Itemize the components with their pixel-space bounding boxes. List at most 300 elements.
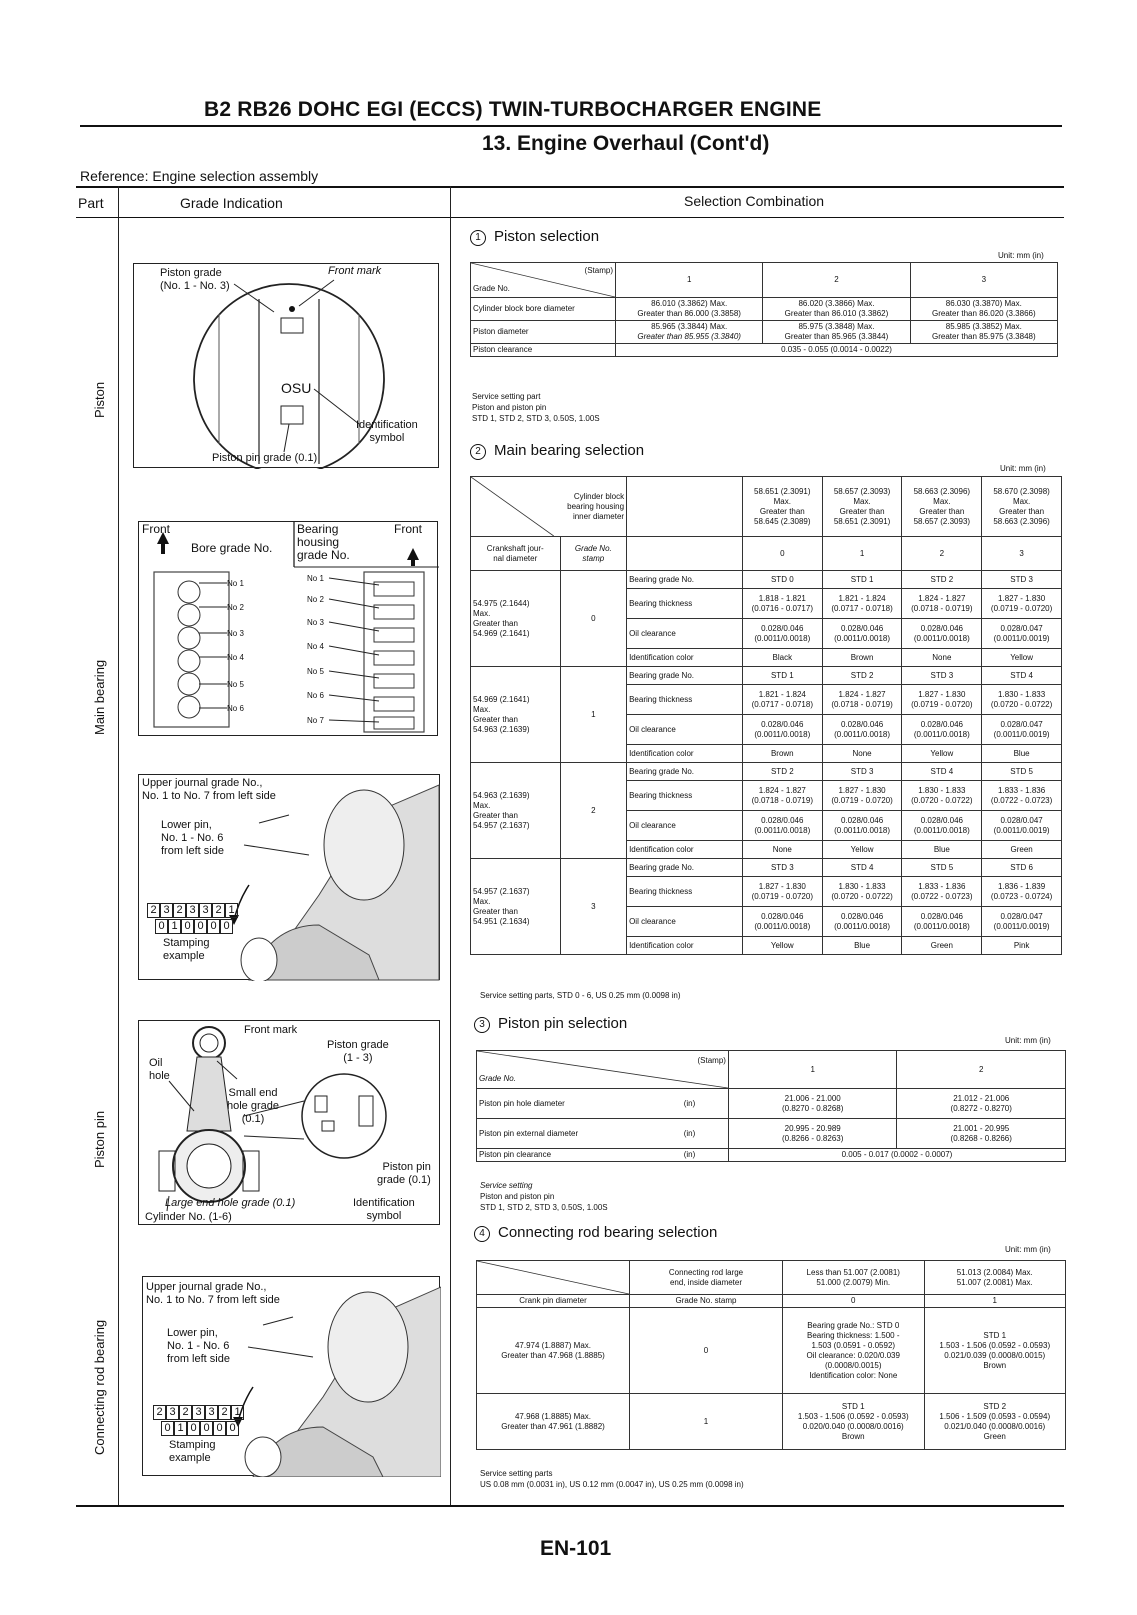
lower-pin-label-2: Lower pin, No. 1 - No. 6 from left side (167, 1327, 230, 1365)
section-3-title-text: Piston pin selection (498, 1015, 628, 1032)
crank-journal-range: 54.969 (2.1641) Max. Greater than 54.963 (2.1639) (471, 667, 561, 763)
piston-grade-label: Piston grade (No. 1 - No. 3) (160, 267, 230, 292)
stamp-digit: 1 (225, 903, 238, 918)
note-line: Service setting (480, 1181, 533, 1190)
stamp-digit: 0 (194, 919, 207, 934)
grade-col-2: 2 (763, 263, 910, 298)
stamp-digit: 3 (205, 1405, 218, 1420)
main-bearing-figure (138, 521, 438, 736)
pin-ext-value-1: 20.995 - 20.989 (0.8266 - 0.8263) (728, 1119, 897, 1149)
corner-diagonal (471, 263, 615, 297)
bearing-row-label: Identification color (627, 937, 743, 955)
bearing-cell-ic: Pink (982, 937, 1062, 955)
row-label-piston-pin: Piston pin (92, 1110, 107, 1168)
stamp-digit: 0 (200, 1421, 213, 1436)
bearing-cell-oc: 0.028/0.046 (0.0011/0.0018) (902, 907, 982, 937)
pin-hole-value-1: 21.006 - 21.000 (0.8270 - 0.8268) (728, 1089, 897, 1119)
crank-journal-range: 54.963 (2.1639) Max. Greater than 54.957 (2.1637) (471, 763, 561, 859)
right-no-1: No 1 (307, 574, 324, 583)
section-3-title (474, 1015, 627, 1033)
section-2-title-text: Main bearing selection (494, 442, 645, 459)
housing-max-word: Max. (853, 496, 871, 506)
note-line: Service setting part (472, 392, 541, 401)
bore-grade-label: Bore grade No. (191, 541, 273, 555)
bearing-row-label: Bearing grade No. (627, 763, 743, 781)
bearing-cell-oc: 0.028/0.047 (0.0011/0.0019) (982, 907, 1062, 937)
pd-min: Greater than 85.975 (3.3848) (932, 332, 1036, 341)
stamp-digit: 1 (174, 1421, 187, 1436)
crank-journal-range: 54.975 (2.1644) Max. Greater than 54.969 (2.1641) (471, 571, 561, 667)
bearing-cell-bg: STD 2 (822, 667, 902, 685)
housing-grade-0: 0 (742, 537, 822, 571)
grade-no-label: Grade No. (479, 1073, 516, 1083)
page-subtitle: 13. Engine Overhaul (Cont'd) (482, 132, 770, 155)
bearing-cell-th: 1.821 - 1.824 (0.0717 - 0.0718) (742, 685, 822, 715)
col-header-grade: Grade Indication (180, 195, 283, 211)
bearing-row-label: Bearing thickness (627, 877, 743, 907)
bearing-cell-ic: Black (742, 649, 822, 667)
bearing-cell-bg: STD 4 (822, 859, 902, 877)
stamp-label: (Stamp) (697, 1055, 726, 1065)
housing-min: 58.663 (2.3096) (993, 516, 1050, 526)
housing-max-word: Max. (933, 496, 951, 506)
main-table-corner (471, 477, 627, 537)
conrod-grade-1: 1 (924, 1295, 1066, 1308)
piston-pin-figure (138, 1020, 440, 1225)
pin-hole-unit: (in) (651, 1089, 728, 1119)
stamp-digit: 0 (213, 1421, 226, 1436)
housing-min: 58.657 (2.3093) (913, 516, 971, 526)
bearing-cell-oc: 0.028/0.046 (0.0011/0.0018) (822, 811, 902, 841)
conrod-grade-0-range: Less than 51.007 (2.0081) 51.000 (2.0079) Min. (783, 1261, 925, 1295)
bearing-row-label: Oil clearance (627, 619, 743, 649)
piston-pin-grade-label: Piston pin grade (0.1) (212, 452, 318, 464)
part-column-divider (118, 186, 119, 1506)
housing-max-word: Max. (1012, 496, 1031, 506)
stamp-digit: 3 (160, 903, 173, 918)
bearing-row-label: Identification color (627, 841, 743, 859)
housing-3 (982, 477, 1062, 537)
right-no-3: No 3 (307, 618, 324, 627)
bearing-cell-th: 1.827 - 1.830 (0.0719 - 0.0720) (982, 589, 1062, 619)
section-2-title (470, 442, 644, 460)
bearing-cell-bg: STD 2 (742, 763, 822, 781)
crank-journal-grade: 3 (560, 859, 627, 955)
section-4-notes (480, 1468, 744, 1490)
bearing-cell-th: 1.824 - 1.827 (0.0718 - 0.0719) (902, 589, 982, 619)
conrod-inside-diameter-label: Connecting rod large end, inside diameter (630, 1261, 783, 1295)
bearing-cell-ic: Blue (902, 841, 982, 859)
bearing-row-label: Identification color (627, 649, 743, 667)
bearing-cell-bg: STD 6 (982, 859, 1062, 877)
grade-col-3: 3 (910, 263, 1057, 298)
bearing-cell-bg: STD 4 (902, 763, 982, 781)
note-line: Service setting parts (480, 1469, 553, 1478)
bore-min: Greater than 86.010 (3.3862) (784, 309, 889, 318)
piston-selection-table (470, 262, 1058, 357)
bearing-row-label: Bearing grade No. (627, 571, 743, 589)
stamp-top-digits-2 (153, 1405, 244, 1420)
col-header-selection: Selection Combination (684, 193, 825, 209)
bearing-cell-ic: Green (982, 841, 1062, 859)
piston-clearance-value: 0.035 - 0.055 (0.0014 - 0.0022) (616, 344, 1058, 357)
corner-diagonal (477, 1261, 629, 1294)
conrod-spec-0-0: Bearing grade No.: STD 0 Bearing thickness: 1.500 - 1.503 (0.0591 - 0.0592) Oil clearance: 0.020/0.039 (0.0008/0.0015) Identification color: None (783, 1308, 925, 1394)
bearing-cell-oc: 0.028/0.046 (0.0011/0.0018) (742, 715, 822, 745)
housing-min: 58.651 (2.3091) (833, 516, 891, 526)
section-2-number: 2 (470, 444, 486, 460)
section-4-unit: Unit: mm (in) (1005, 1245, 1051, 1254)
crank-pin-grade-0: 0 (630, 1308, 783, 1394)
housing-grade-1: 1 (822, 537, 902, 571)
left-no-4: No 4 (227, 653, 244, 662)
identification-symbol-label-2: Identification symbol (353, 1197, 415, 1222)
section-4-title (474, 1224, 717, 1242)
stamp-digit: 0 (207, 919, 220, 934)
piston-figure (133, 263, 439, 468)
bearing-cell-bg: STD 3 (902, 667, 982, 685)
table-header-rule (76, 217, 1064, 218)
page-title: B2 RB26 DOHC EGI (ECCS) TWIN-TURBOCHARGER ENGINE (204, 98, 822, 121)
crank-journal-range: 54.957 (2.1637) Max. Greater than 54.951 (2.1634) (471, 859, 561, 955)
pin-clearance-unit: (in) (651, 1149, 728, 1162)
crank-pin-grade-1: 1 (630, 1394, 783, 1450)
right-no-2: No 2 (307, 595, 324, 604)
stamp-digit: 3 (166, 1405, 179, 1420)
bore-min: Greater than 86.020 (3.3866) (932, 309, 1036, 318)
left-no-2: No 2 (227, 603, 244, 612)
conrod-grade-0: 0 (783, 1295, 925, 1308)
bearing-cell-ic: Blue (822, 937, 902, 955)
bearing-cell-bg: STD 0 (742, 571, 822, 589)
bore-cell (910, 298, 1057, 321)
piston-diameter-label: Piston diameter (471, 321, 616, 344)
section-2-note: Service setting parts, STD 0 - 6, US 0.25 mm (0.0098 in) (480, 991, 681, 1000)
bearing-cell-th: 1.827 - 1.830 (0.0719 - 0.0720) (822, 781, 902, 811)
note-line: US 0.08 mm (0.0031 in), US 0.12 mm (0.0047 in), US 0.25 mm (0.0098 in) (480, 1480, 744, 1489)
stamp-digit: 3 (199, 903, 212, 918)
section-3-notes (480, 1180, 608, 1213)
housing-gt-word: Greater than (759, 506, 805, 516)
stamp-digit: 0 (220, 919, 233, 934)
housing-gt-word: Greater than (919, 506, 965, 516)
title-rule (80, 125, 1062, 127)
bearing-cell-oc: 0.028/0.046 (0.0011/0.0018) (902, 811, 982, 841)
housing-grade-3: 3 (982, 537, 1062, 571)
conrod-spec-1-1: STD 2 1.506 - 1.509 (0.0593 - 0.0594) 0.021/0.040 (0.0008/0.0016) Green (924, 1394, 1066, 1450)
bearing-cell-bg: STD 5 (982, 763, 1062, 781)
bearing-cell-ic: Brown (822, 649, 902, 667)
note-line: STD 1, STD 2, STD 3, 0.50S, 1.00S (480, 1203, 608, 1212)
table-bottom-rule (76, 1505, 1064, 1507)
section-1-notes (472, 391, 600, 424)
note-line: Piston and piston pin (480, 1192, 555, 1201)
section-3-number: 3 (474, 1017, 490, 1033)
front-right-label: Front (394, 522, 423, 536)
stamping-example-label: Stamping example (163, 937, 210, 962)
section-3-unit: Unit: mm (in) (1005, 1036, 1051, 1045)
pd-min: Greater than 85.965 (3.3844) (784, 332, 889, 341)
stamp-digit: 3 (186, 903, 199, 918)
bearing-cell-ic: Blue (982, 745, 1062, 763)
housing-gt-word: Greater than (839, 506, 885, 516)
bearing-cell-bg: STD 1 (742, 667, 822, 685)
bearing-cell-oc: 0.028/0.046 (0.0011/0.0018) (902, 619, 982, 649)
stamp-label: (Stamp) (584, 266, 613, 275)
crank-pin-diameter-label: Crank pin diameter (477, 1295, 630, 1308)
pin-ext-unit: (in) (651, 1119, 728, 1149)
bearing-cell-ic: None (742, 841, 822, 859)
conrod-spec-0-1: STD 1 1.503 - 1.506 (0.0592 - 0.0593) 0.021/0.039 (0.0008/0.0015) Brown (924, 1308, 1066, 1394)
oil-hole-label: Oil hole (149, 1057, 170, 1082)
corner-diagonal (477, 1051, 728, 1088)
bearing-cell-oc: 0.028/0.047 (0.0011/0.0019) (982, 619, 1062, 649)
bearing-cell-th: 1.824 - 1.827 (0.0718 - 0.0719) (742, 781, 822, 811)
housing-max: 58.663 (2.3096) (913, 486, 971, 496)
cylinder-no-label: Cylinder No. (1-6) (145, 1211, 232, 1223)
left-no-3: No 3 (227, 629, 244, 638)
stamp-digit: 3 (192, 1405, 205, 1420)
conrod-grade-1-range: 51.013 (2.0084) Max. 51.007 (2.0081) Max. (924, 1261, 1066, 1295)
bearing-cell-bg: STD 3 (742, 859, 822, 877)
table-top-rule (76, 186, 1064, 188)
pin-grade-col-1: 1 (728, 1051, 897, 1089)
conrod-spec-1-0: STD 1 1.503 - 1.506 (0.0592 - 0.0593) 0.020/0.040 (0.0008/0.0016) Brown (783, 1394, 925, 1450)
conrod-table-corner (477, 1261, 630, 1295)
stamp-bottom-digits (155, 919, 233, 934)
bearing-cell-th: 1.833 - 1.836 (0.0722 - 0.0723) (982, 781, 1062, 811)
section-1-title (470, 228, 599, 246)
bearing-cell-bg: STD 1 (822, 571, 902, 589)
bearing-cell-ic: None (902, 649, 982, 667)
row-label-conrod-bearing: Connecting rod bearing (92, 1319, 107, 1455)
bearing-cell-ic: Yellow (822, 841, 902, 859)
bearing-cell-th: 1.818 - 1.821 (0.0716 - 0.0717) (742, 589, 822, 619)
bearing-cell-th: 1.833 - 1.836 (0.0722 - 0.0723) (902, 877, 982, 907)
bearing-cell-th: 1.830 - 1.833 (0.0720 - 0.0722) (822, 877, 902, 907)
pin-ext-label: Piston pin external diameter (477, 1119, 652, 1149)
bearing-cell-th: 1.827 - 1.830 (0.0719 - 0.0720) (902, 685, 982, 715)
bearing-cell-bg: STD 5 (902, 859, 982, 877)
bore-cell (616, 298, 763, 321)
crank-journal-grade: 2 (560, 763, 627, 859)
pin-table-corner (477, 1051, 729, 1089)
section-1-number: 1 (470, 230, 486, 246)
stamp-digit: 0 (226, 1421, 239, 1436)
housing-2 (902, 477, 982, 537)
section-1-title-text: Piston selection (494, 228, 600, 245)
bore-min: Greater than 86.000 (3.3858) (637, 309, 741, 318)
grade-no-stamp-label: Grade No. stamp (630, 1295, 783, 1308)
corner-diagonal (471, 477, 626, 536)
main-bearing-table (470, 476, 1062, 955)
right-no-5: No 5 (307, 667, 324, 676)
identification-symbol-label: Identification symbol (356, 419, 418, 444)
bearing-cell-oc: 0.028/0.047 (0.0011/0.0019) (982, 715, 1062, 745)
page-number: EN-101 (540, 1537, 612, 1560)
crank-journal-grade: 0 (560, 571, 627, 667)
left-no-1: No 1 (227, 579, 244, 588)
stamp-digit: 0 (161, 1421, 174, 1436)
bearing-row-label: Bearing grade No. (627, 667, 743, 685)
note-line: Piston and piston pin (472, 403, 547, 412)
bearing-cell-th: 1.830 - 1.833 (0.0720 - 0.0722) (902, 781, 982, 811)
reference-note: Reference: Engine selection assembly (80, 168, 319, 184)
stamp-digit: 2 (153, 1405, 166, 1420)
section-4-number: 4 (474, 1226, 490, 1242)
crank-journal-grade: 1 (560, 667, 627, 763)
note-line: STD 1, STD 2, STD 3, 0.50S, 1.00S (472, 414, 600, 423)
housing-gt-word: Greater than (999, 506, 1045, 516)
pd-max: 85.975 (3.3848) Max. (798, 322, 875, 331)
bearing-cell-bg: STD 2 (902, 571, 982, 589)
bearing-cell-oc: 0.028/0.046 (0.0011/0.0018) (902, 715, 982, 745)
bearing-cell-bg: STD 3 (822, 763, 902, 781)
bearing-cell-ic: None (822, 745, 902, 763)
stamp-digit: 2 (173, 903, 186, 918)
conrod-bearing-table (476, 1260, 1066, 1450)
housing-max-word: Max. (773, 496, 791, 506)
bore-max: 86.020 (3.3866) Max. (798, 299, 875, 308)
stamp-top-digits (147, 903, 238, 918)
section-2-unit: Unit: mm (in) (1000, 464, 1046, 473)
stamp-digit: 2 (212, 903, 225, 918)
bearing-cell-oc: 0.028/0.046 (0.0011/0.0018) (742, 907, 822, 937)
stamp-digit: 2 (179, 1405, 192, 1420)
bearing-row-label: Bearing thickness (627, 589, 743, 619)
upper-journal-label: Upper journal grade No., No. 1 to No. 7 from left side (142, 777, 276, 802)
stamp-digit: 2 (218, 1405, 231, 1420)
stamp-digit: 0 (155, 919, 168, 934)
bearing-row-label: Identification color (627, 745, 743, 763)
right-no-4: No 4 (307, 642, 324, 651)
bearing-cell-ic: Green (902, 937, 982, 955)
bearing-cell-oc: 0.028/0.046 (0.0011/0.0018) (822, 907, 902, 937)
pin-hole-value-2: 21.012 - 21.006 (0.8272 - 0.8270) (897, 1089, 1066, 1119)
housing-max: 58.670 (2.3098) (993, 486, 1050, 496)
housing-max: 58.657 (2.3093) (833, 486, 891, 496)
bearing-cell-bg: STD 3 (982, 571, 1062, 589)
bearing-cell-th: 1.830 - 1.833 (0.0720 - 0.0722) (982, 685, 1062, 715)
crank-pin-range-0: 47.974 (1.8887) Max. Greater than 47.968 (1.8885) (477, 1308, 630, 1394)
bearing-cell-ic: Yellow (742, 937, 822, 955)
bearing-cell-bg: STD 4 (982, 667, 1062, 685)
left-no-5: No 5 (227, 680, 244, 689)
bearing-cell-oc: 0.028/0.046 (0.0011/0.0018) (742, 619, 822, 649)
piston-pin-table (476, 1050, 1066, 1162)
lower-pin-label: Lower pin, No. 1 - No. 6 from left side (161, 819, 224, 857)
bearing-row-label: Oil clearance (627, 715, 743, 745)
stamp-digit: 0 (187, 1421, 200, 1436)
stamp-bottom-digits-2 (161, 1421, 239, 1436)
bearing-cell-ic: Yellow (982, 649, 1062, 667)
bore-diameter-label: Cylinder block bore diameter (471, 298, 616, 321)
housing-min: 58.645 (2.3089) (754, 516, 811, 526)
crank-journal-label: Crankshaft jour- nal diameter (471, 537, 561, 571)
front-left-label: Front (142, 522, 171, 536)
bore-max: 86.010 (3.3862) Max. (651, 299, 728, 308)
stamp-digit: 1 (231, 1405, 244, 1420)
crankshaft-figure-main (138, 774, 440, 980)
housing-1 (822, 477, 902, 537)
upper-journal-label-2: Upper journal grade No., No. 1 to No. 7 from left side (146, 1281, 280, 1306)
bearing-cell-ic: Yellow (902, 745, 982, 763)
right-no-7: No 7 (307, 716, 324, 725)
piston-pin-grade-label-2: Piston pin grade (0.1) (377, 1161, 431, 1186)
stamping-example-label-2: Stamping example (169, 1439, 216, 1464)
section-1-unit: Unit: mm (in) (998, 251, 1044, 260)
front-mark-label: Front mark (328, 265, 382, 277)
col-header-part: Part (78, 195, 104, 211)
osu-mark: OSU (281, 380, 312, 396)
piston-diameter-cell (910, 321, 1057, 344)
bearing-cell-oc: 0.028/0.047 (0.0011/0.0019) (982, 811, 1062, 841)
row-label-piston: Piston (92, 381, 107, 418)
bore-max: 86.030 (3.3870) Max. (945, 299, 1022, 308)
grade-col-1: 1 (616, 263, 763, 298)
stamp-digit: 1 (168, 919, 181, 934)
housing-grade-2: 2 (902, 537, 982, 571)
connecting-rod-illustration (139, 1021, 441, 1226)
section-4-title-text: Connecting rod bearing selection (498, 1224, 718, 1241)
bearing-cell-th: 1.827 - 1.830 (0.0719 - 0.0720) (742, 877, 822, 907)
bearing-cell-ic: Brown (742, 745, 822, 763)
stamp-digit: 2 (147, 903, 160, 918)
crankshaft-figure-conrod (142, 1276, 440, 1476)
pd-max: 85.985 (3.3852) Max. (945, 322, 1022, 331)
pin-clearance-label: Piston pin clearance (477, 1149, 652, 1162)
housing-max: 58.651 (2.3091) (754, 486, 811, 496)
pin-clearance-value: 0.005 - 0.017 (0.0002 - 0.0007) (728, 1149, 1065, 1162)
bearing-row-label: Bearing thickness (627, 685, 743, 715)
piston-table-corner (471, 263, 616, 298)
grade-no-label: Grade No. (473, 284, 510, 293)
piston-diameter-cell (763, 321, 910, 344)
bearing-cell-oc: 0.028/0.046 (0.0011/0.0018) (742, 811, 822, 841)
bearing-housing-grade-label: Bearing housing grade No. (297, 522, 350, 562)
pin-ext-value-2: 21.001 - 20.995 (0.8268 - 0.8266) (897, 1119, 1066, 1149)
bearing-cell-oc: 0.028/0.046 (0.0011/0.0018) (822, 715, 902, 745)
cylinder-block-illustration (139, 522, 439, 737)
bearing-row-label: Oil clearance (627, 811, 743, 841)
bearing-row-label: Bearing grade No. (627, 859, 743, 877)
large-end-grade-label: Large end hole grade (0.1) (165, 1197, 296, 1209)
pd-max: 85.965 (3.3844) Max. (651, 322, 728, 331)
bearing-cell-oc: 0.028/0.046 (0.0011/0.0018) (822, 619, 902, 649)
grade-column-divider (450, 186, 451, 1506)
piston-grade-1-3-label: Piston grade (1 - 3) (327, 1039, 389, 1064)
bearing-cell-th: 1.824 - 1.827 (0.0718 - 0.0719) (822, 685, 902, 715)
stamp-digit: 0 (181, 919, 194, 934)
right-no-6: No 6 (307, 691, 324, 700)
pd-min: Greater than 85.955 (3.3840) (637, 332, 741, 341)
small-end-grade-label: Small end hole grade (0.1) (227, 1087, 279, 1125)
pin-grade-col-2: 2 (897, 1051, 1066, 1089)
left-no-6: No 6 (227, 704, 244, 713)
bearing-cell-th: 1.836 - 1.839 (0.0723 - 0.0724) (982, 877, 1062, 907)
row-label-main-bearing: Main bearing (92, 659, 107, 735)
housing-0 (742, 477, 822, 537)
grade-stamp-label: Grade No. stamp (560, 537, 627, 571)
grade-row-spacer (627, 537, 743, 571)
piston-clearance-label: Piston clearance (471, 344, 616, 357)
bearing-row-label: Oil clearance (627, 907, 743, 937)
crank-pin-range-1: 47.968 (1.8885) Max. Greater than 47.961 (1.8882) (477, 1394, 630, 1450)
bearing-cell-th: 1.821 - 1.824 (0.0717 - 0.0718) (822, 589, 902, 619)
bearing-row-label: Bearing thickness (627, 781, 743, 811)
front-mark-label-2: Front mark (244, 1024, 298, 1036)
pin-hole-label: Piston pin hole diameter (477, 1089, 652, 1119)
